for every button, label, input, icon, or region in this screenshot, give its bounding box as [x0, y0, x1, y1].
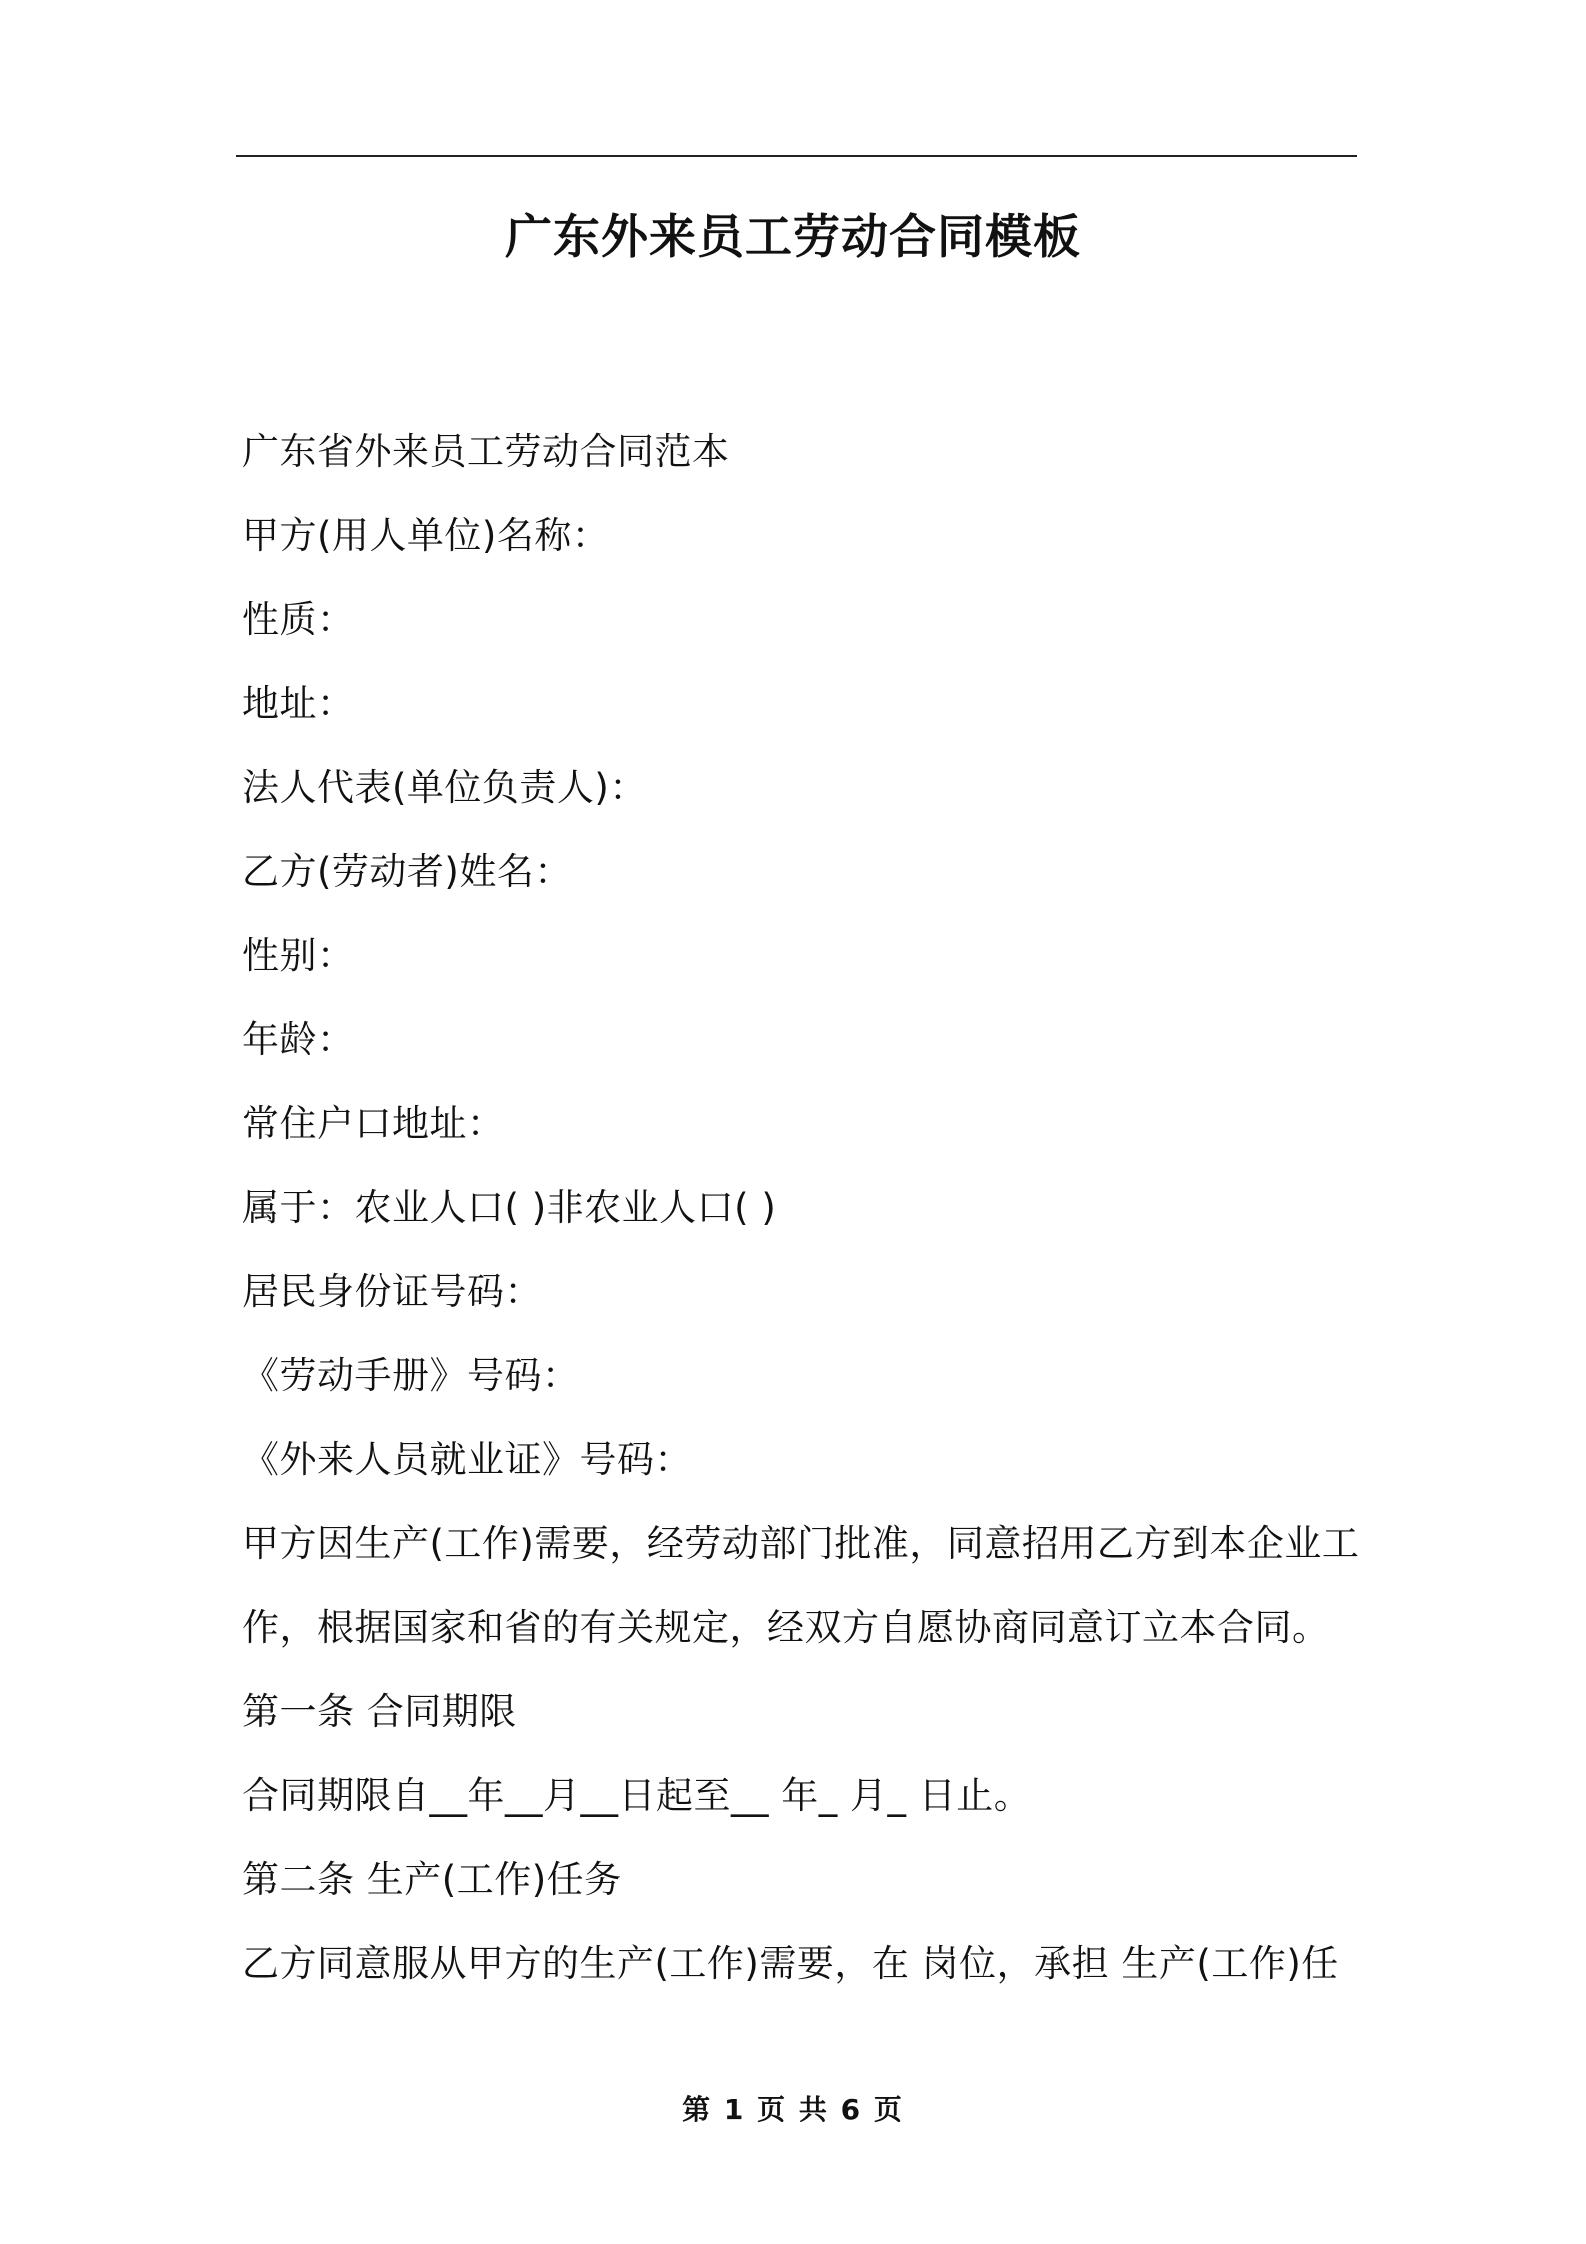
gender-field: 性别：	[242, 934, 355, 977]
work-task-line: 乙方同意服从甲方的生产(工作)需要，在 岗位，承担 生产(工作)任	[242, 1942, 1339, 1985]
party-b-name-field: 乙方(劳动者)姓名：	[242, 850, 572, 893]
labor-handbook-number-field: 《劳动手册》号码：	[242, 1354, 580, 1397]
legal-representative-field: 法人代表(单位负责人)：	[242, 766, 647, 809]
age-field: 年龄：	[242, 1018, 355, 1061]
party-a-nature-field: 性质：	[242, 598, 355, 641]
preamble-line-1: 甲方因生产(工作)需要，经劳动部门批准，同意招用乙方到本企业工	[242, 1522, 1360, 1565]
document-title: 广东外来员工劳动合同模板	[505, 210, 1081, 265]
page-number-footer: 第 1 页 共 6 页	[682, 2093, 904, 2126]
header-divider	[236, 155, 1357, 157]
preamble-line-2: 作，根据国家和省的有关规定，经双方自愿协商同意订立本合同。	[242, 1606, 1330, 1649]
article-1-heading: 第一条 合同期限	[242, 1690, 517, 1733]
employment-permit-number-field: 《外来人员就业证》号码：	[242, 1438, 692, 1481]
household-type-field: 属于：农业人口( )非农业人口( )	[242, 1186, 777, 1229]
contract-term-line: 合同期限自__年__月__日起至__ 年_ 月_ 日止。	[242, 1774, 1032, 1817]
household-address-field: 常住户口地址：	[242, 1102, 505, 1145]
document-body	[242, 410, 1360, 2006]
article-2-heading: 第二条 生产(工作)任务	[242, 1858, 622, 1901]
party-a-address-field: 地址：	[242, 682, 355, 725]
contract-subtitle: 广东省外来员工劳动合同范本	[242, 430, 730, 473]
party-a-name-field: 甲方(用人单位)名称：	[242, 514, 610, 557]
id-card-number-field: 居民身份证号码：	[242, 1270, 542, 1313]
